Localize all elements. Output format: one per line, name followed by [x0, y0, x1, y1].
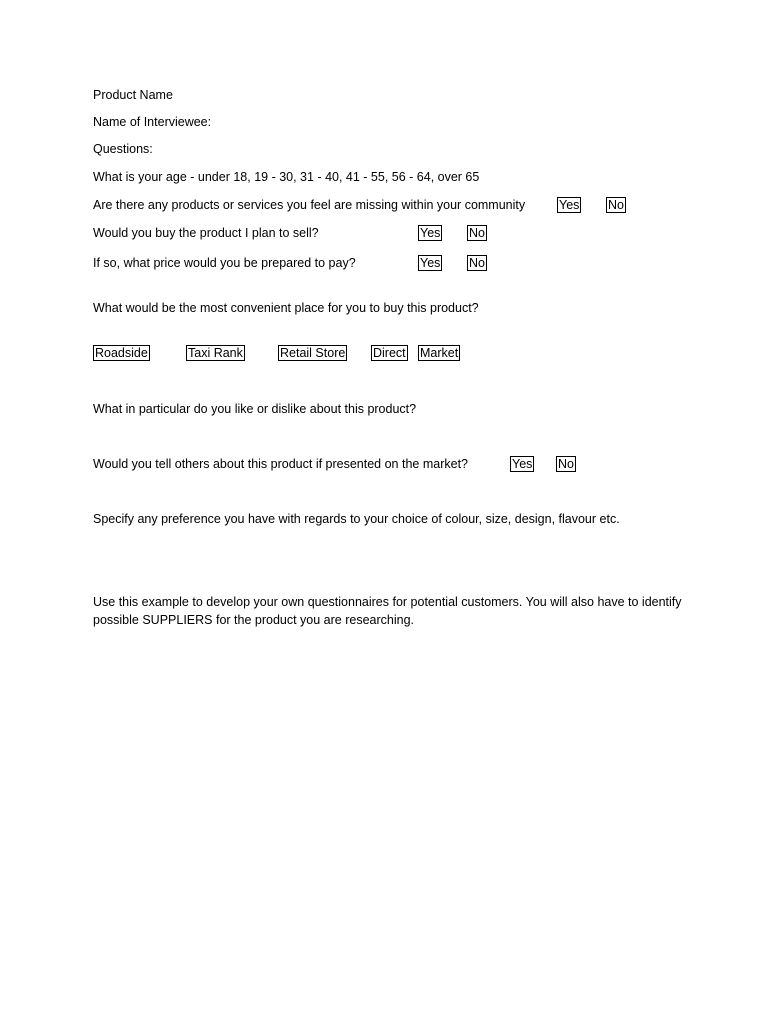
age-question: What is your age - under 18, 19 - 30, 31 - 40, 41 - 55, 56 - 64, over 65 [93, 170, 480, 184]
place-option-roadside[interactable]: Roadside [95, 346, 148, 360]
place-option-market[interactable]: Market [420, 346, 459, 360]
price-no-option[interactable]: No [469, 256, 485, 270]
buy-yes-option[interactable]: Yes [420, 226, 441, 240]
missing-no-option[interactable]: No [608, 198, 624, 212]
preference-question: Specify any preference you have with regards to your choice of colour, size, design, flavour etc. [93, 512, 620, 526]
price-yes-option[interactable]: Yes [420, 256, 441, 270]
place-option-retail-store[interactable]: Retail Store [280, 346, 346, 360]
price-question: If so, what price would you be prepared to pay? [93, 256, 356, 270]
buy-product-question: Would you buy the product I plan to sell? [93, 226, 319, 240]
place-option-direct[interactable]: Direct [373, 346, 406, 360]
missing-products-question: Are there any products or services you feel are missing within your community [93, 198, 526, 212]
like-dislike-question: What in particular do you like or dislike about this product? [93, 402, 417, 416]
questions-heading: Questions: [93, 142, 153, 156]
tell-yes-option[interactable]: Yes [512, 457, 533, 471]
product-name-label: Product Name [93, 88, 173, 102]
buy-no-option[interactable]: No [469, 226, 485, 240]
tell-no-option[interactable]: No [558, 457, 574, 471]
missing-yes-option[interactable]: Yes [559, 198, 580, 212]
convenient-place-question: What would be the most convenient place for you to buy this product? [93, 301, 479, 315]
footer-instructions: Use this example to develop your own questionnaires for potential customers. You will also have to identify possible SUPPLIERS for the product you are researching. [93, 595, 682, 627]
place-option-taxi-rank[interactable]: Taxi Rank [188, 346, 243, 360]
interviewee-label: Name of Interviewee: [93, 115, 212, 129]
tell-others-question: Would you tell others about this product if presented on the market? [93, 457, 468, 471]
